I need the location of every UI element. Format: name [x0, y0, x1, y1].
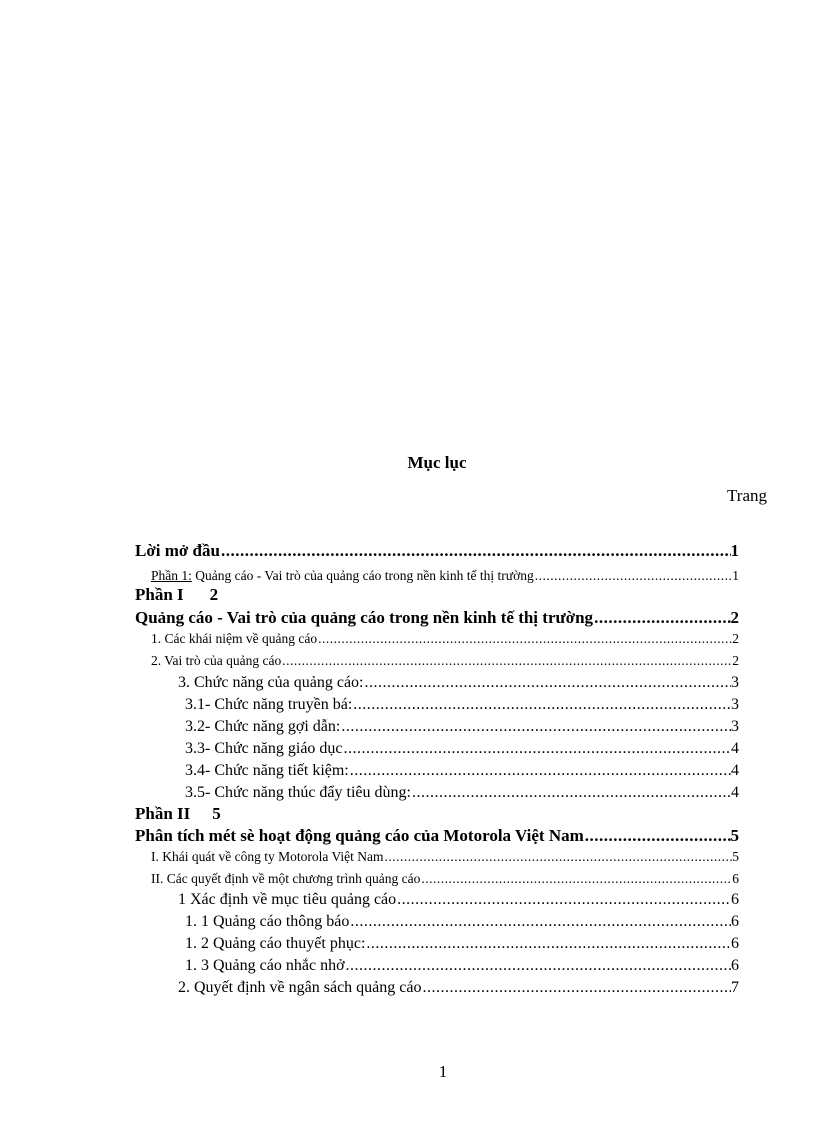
dot-leader	[584, 826, 731, 846]
toc-entry[interactable]: 3.3- Chức năng giáo dục ..... 4	[185, 740, 739, 758]
toc-page-number: 4	[731, 762, 739, 779]
dot-leader	[220, 541, 731, 561]
toc-page-number: 6	[731, 891, 739, 908]
toc-page-number: 3	[731, 718, 739, 735]
dot-leader	[343, 740, 731, 758]
toc-entry[interactable]: 3.1- Chức năng truyền bá: ..... 3	[185, 696, 739, 714]
dot-leader	[345, 957, 731, 975]
toc-entry[interactable]: Lời mở đầu ..... 1	[135, 541, 739, 561]
toc-page-number: 1	[730, 541, 739, 560]
dot-leader	[411, 784, 731, 802]
dot-leader	[396, 891, 731, 909]
toc-page-number: 5	[730, 826, 739, 845]
toc-entry[interactable]: I. Khái quát về công ty Motorola Việt Nam ..... 5	[151, 849, 739, 865]
toc-page-number: 2	[732, 653, 739, 668]
dot-leader	[317, 631, 732, 647]
toc-entry[interactable]: 2. Quyết định về ngân sách quảng cáo ..... 7	[178, 979, 739, 997]
dot-leader	[340, 718, 731, 736]
toc-page-number: 1	[732, 568, 739, 583]
toc-entry[interactable]: Phần II 5	[135, 804, 221, 823]
dot-leader	[365, 935, 731, 953]
toc-page-number: 2	[209, 585, 219, 604]
toc-page-number: 6	[731, 913, 739, 930]
toc-entry[interactable]: 3.5- Chức năng thúc đẩy tiêu dùng: ..... 4	[185, 784, 739, 802]
toc-entry[interactable]: 1. Các khái niệm về quảng cáo ..... 2	[151, 631, 739, 647]
page-footer-number: 1	[438, 1062, 448, 1081]
toc-page-number: 6	[731, 957, 739, 974]
toc-entry[interactable]: 1. 3 Quảng cáo nhắc nhở ..... 6	[185, 957, 739, 975]
dot-leader	[364, 674, 732, 692]
dot-leader	[349, 913, 731, 931]
toc-page-number: 4	[731, 784, 739, 801]
toc-page-number: 6	[732, 871, 739, 886]
toc-entry[interactable]: Phần 1: Quảng cáo - Vai trò của quảng cáo trong nền kinh tế thị trường ..... 1	[151, 568, 739, 584]
dot-leader	[352, 696, 731, 714]
dot-leader	[420, 871, 732, 887]
toc-page-number: 7	[731, 979, 739, 996]
dot-leader	[421, 979, 731, 997]
toc-entry[interactable]: 3. Chức năng của quảng cáo: ..... 3	[178, 674, 739, 692]
toc-entry[interactable]: 1 Xác định về mục tiêu quảng cáo ..... 6	[178, 891, 739, 909]
toc-page-number: 5	[732, 849, 739, 864]
toc-page-number: 5	[212, 804, 221, 823]
toc-page-number: 2	[730, 608, 739, 627]
toc-entry[interactable]: Quảng cáo - Vai trò của quảng cáo trong nền kinh tế thị trường ..... 2	[135, 608, 739, 628]
toc-entry[interactable]: 1. 2 Quảng cáo thuyết phục: ..... 6	[185, 935, 739, 953]
dot-leader	[593, 608, 730, 628]
toc-page-number: 3	[731, 674, 739, 691]
toc-entry[interactable]: 1. 1 Quảng cáo thông báo ..... 6	[185, 913, 739, 931]
toc-entry[interactable]: 3.2- Chức năng gợi dẫn: ..... 3	[185, 718, 739, 736]
toc-entry[interactable]: 3.4- Chức năng tiết kiệm: ..... 4	[185, 762, 739, 780]
toc-page-number: 4	[731, 740, 739, 757]
toc-entry-prefix: Phần 1:	[151, 568, 192, 583]
page-column-header: Trang	[727, 486, 767, 505]
toc-page-number: 6	[731, 935, 739, 952]
toc-entry[interactable]: Phân tích mét sè hoạt động quảng cáo của Motorola Việt Nam ..... 5	[135, 826, 739, 846]
dot-leader	[384, 849, 733, 865]
dot-leader	[534, 568, 732, 584]
toc-title: Mục lục	[407, 453, 467, 472]
dot-leader	[349, 762, 731, 780]
toc-page-number: 3	[731, 696, 739, 713]
toc-page-number: 2	[732, 631, 739, 646]
toc-entry[interactable]: II. Các quyết định về một chương trình quảng cáo ..... 6	[151, 871, 739, 887]
toc-entry[interactable]: Phần I 2	[135, 585, 219, 604]
dot-leader	[281, 653, 732, 669]
toc-entry[interactable]: 2. Vai trò của quảng cáo ..... 2	[151, 653, 739, 669]
